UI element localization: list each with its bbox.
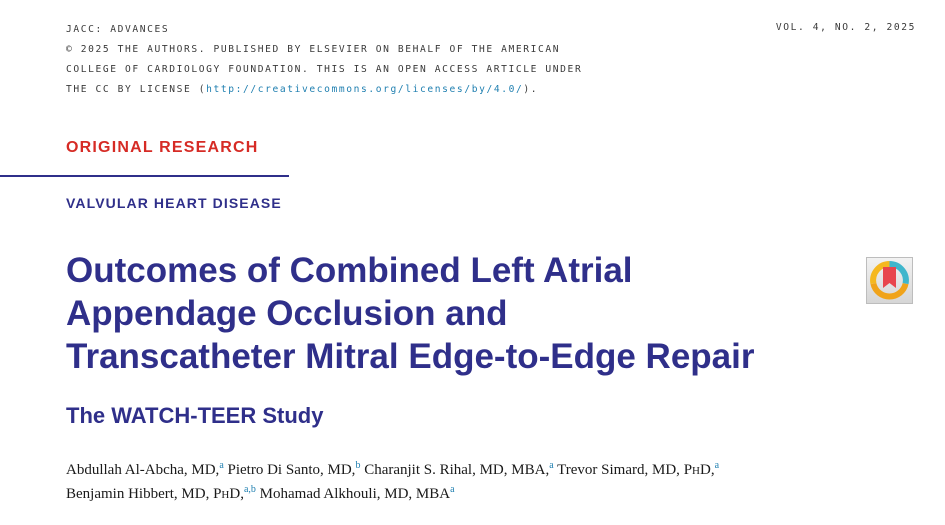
crossmark-icon (867, 258, 912, 303)
affiliation-marker[interactable]: a (450, 484, 455, 495)
affiliation-marker[interactable]: a (219, 460, 224, 471)
author-line-2 (66, 482, 906, 506)
author-name[interactable]: Abdullah Al-Abcha, MD, (66, 462, 220, 478)
affiliation-marker[interactable]: b (355, 460, 361, 471)
volume-issue: VOL. 4, NO. 2, 2025 (775, 22, 916, 33)
article-type-label: ORIGINAL RESEARCH (66, 139, 259, 156)
author-degree: PhD (683, 462, 711, 478)
title-line-1: Outcomes of Combined Left Atrial (66, 251, 633, 290)
author-name[interactable]: Mohamad Alkhouli, MD, MBA (259, 486, 451, 502)
license-link[interactable]: http://creativecommons.org/licenses/by/4.0/ (206, 84, 524, 95)
author-name[interactable]: Trevor Simard, MD, (557, 462, 684, 478)
journal-name: JACC: ADVANCES (66, 24, 170, 35)
title-line-2: Appendage Occlusion and (66, 294, 508, 333)
crossmark-button[interactable] (866, 257, 913, 304)
copyright-line-3-suffix: ). (523, 84, 539, 95)
author-degree-comma: , (240, 486, 244, 502)
copyright-line-1: © 2025 THE AUTHORS. PUBLISHED BY ELSEVIER ON BEHALF OF THE AMERICAN (66, 44, 561, 55)
copyright-line-2: COLLEGE OF CARDIOLOGY FOUNDATION. THIS IS AN OPEN ACCESS ARTICLE UNDER (66, 64, 583, 75)
affiliation-marker[interactable]: a,b (243, 484, 256, 495)
title-line-3: Transcatheter Mitral Edge-to-Edge Repair (66, 337, 755, 376)
section-divider (0, 175, 289, 177)
copyright-line-3 (66, 80, 626, 100)
article-subtitle: The WATCH-TEER Study (66, 403, 324, 428)
author-line-1 (66, 458, 906, 482)
author-name[interactable]: Charanjit S. Rihal, MD, MBA, (364, 462, 550, 478)
author-name[interactable]: Pietro Di Santo, MD, (227, 462, 356, 478)
affiliation-marker[interactable]: a (714, 460, 720, 471)
copyright-line-3-prefix: THE CC BY LICENSE ( (66, 84, 207, 95)
author-list (66, 458, 906, 506)
author-degree: PhD (213, 486, 241, 502)
affiliation-marker[interactable]: a (549, 460, 554, 471)
author-degree-comma: , (710, 462, 715, 478)
article-title (66, 249, 856, 378)
subject-label: VALVULAR HEART DISEASE (66, 195, 282, 211)
article-header-info (66, 20, 626, 100)
author-name[interactable]: Benjamin Hibbert, MD, (66, 486, 214, 502)
